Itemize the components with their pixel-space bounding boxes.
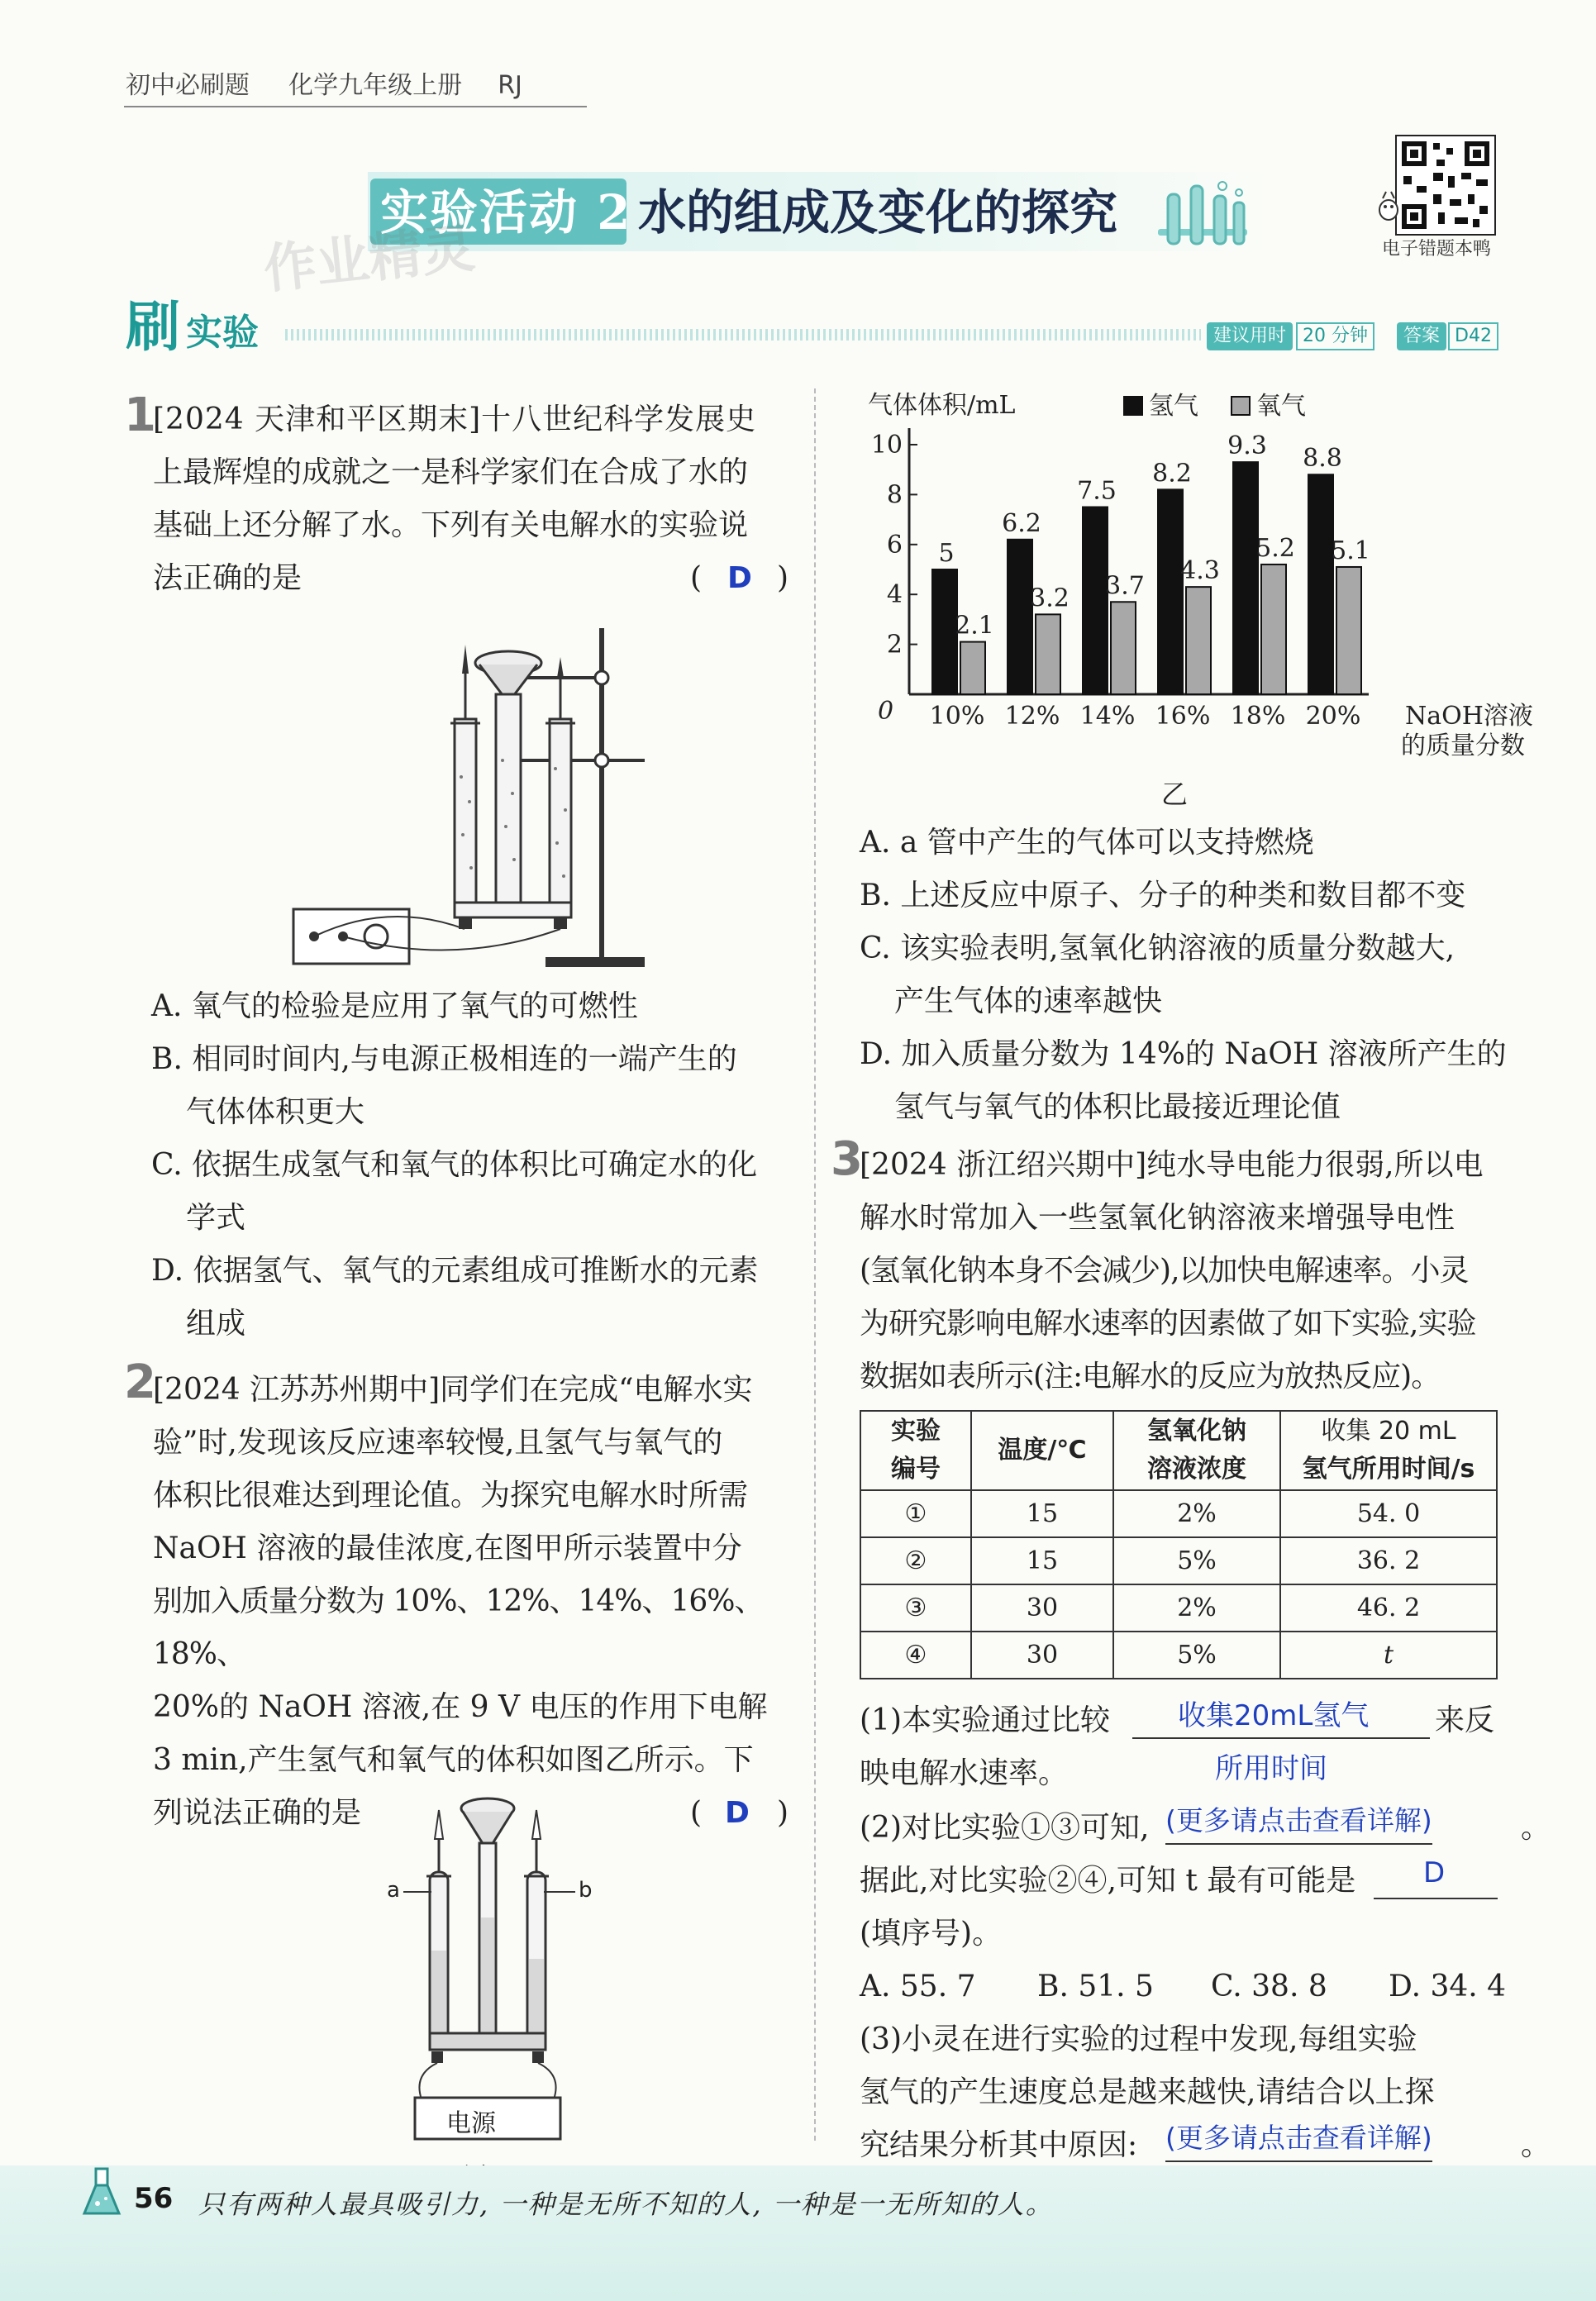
subject-name: 化学九年级上册 — [288, 71, 463, 100]
chart-caption: 乙 — [1161, 779, 1189, 810]
bar-hydrogen — [1308, 474, 1333, 694]
table-cell: ① — [860, 1490, 971, 1537]
data-label: 3.2 — [1030, 584, 1070, 613]
q3-choice-b[interactable]: B. 51. 5 — [1037, 1970, 1154, 2003]
bar-chart-svg — [860, 380, 1546, 769]
q3-p1-line2: 映电解水速率。 — [860, 1756, 1069, 1790]
q2-options — [860, 817, 1546, 1134]
data-label: 2.1 — [955, 611, 994, 641]
y-axis-label: 气体体积/mL — [868, 391, 1016, 420]
q3-data-table — [860, 1410, 1498, 1679]
data-label: 5.2 — [1255, 533, 1295, 563]
table-cell: ② — [860, 1537, 971, 1584]
q2-stem — [153, 1364, 806, 1840]
q3-line-3: (氢氧化钠本身不会减少),以加快电解速率。小灵 — [860, 1254, 1469, 1288]
data-label: 4.3 — [1180, 556, 1220, 586]
column-divider — [814, 388, 816, 2141]
y-tick-label: 2 — [886, 630, 903, 660]
x-tick-label: 14% — [1079, 702, 1136, 731]
page-number: 56 — [134, 2182, 174, 2215]
header-experiment-no: 实验 编号 — [860, 1411, 971, 1490]
q3-part3 — [860, 2013, 1554, 2172]
q2-label-b-leader — [544, 1891, 575, 1893]
header-rule — [124, 106, 587, 107]
bar-chart — [860, 380, 1546, 769]
q3-p3-line-2: 氢气的产生速度总是越来越快,请结合以上探 — [860, 2075, 1435, 2109]
table-row — [860, 1584, 1497, 1632]
section-badge: 刷 — [126, 294, 180, 359]
table-row — [860, 1537, 1497, 1584]
y-tick-label: 6 — [886, 530, 903, 560]
q2-option-b[interactable]: B. 上述反应中原子、分子的种类和数目都不变 — [860, 879, 1466, 912]
q3-number: 3 — [831, 1132, 863, 1186]
table-cell: 2% — [1113, 1584, 1280, 1632]
answer-label: 答案 — [1397, 322, 1446, 350]
table-cell: 30 — [971, 1632, 1113, 1679]
q1-option-a[interactable]: A. 氧气的检验是应用了氧气的可燃性 — [151, 989, 638, 1023]
book-name: 初中必刷题 — [126, 71, 250, 100]
table-cell: 36. 2 — [1280, 1537, 1497, 1584]
bar-oxygen — [960, 642, 985, 694]
legend-swatch-hydrogen — [1124, 397, 1142, 415]
table-row — [860, 1632, 1497, 1679]
q3-p3-line-1: (3)小灵在进行实验的过程中发现,每组实验 — [860, 2022, 1417, 2056]
y-tick-label: 8 — [886, 480, 903, 510]
bar-oxygen — [1036, 614, 1060, 694]
legend-swatch-oxygen — [1232, 397, 1250, 415]
q3-p3-prefix: 究结果分析其中原因: — [860, 2128, 1138, 2162]
q3-line-5: 数据如表所示(注:电解水的反应为放热反应)。 — [860, 1360, 1441, 1393]
q3-part2 — [860, 1802, 1554, 1960]
bar-oxygen — [1261, 565, 1286, 694]
table-cell: 46. 2 — [1280, 1584, 1497, 1632]
x-tick-label: 12% — [1004, 702, 1060, 731]
bar-hydrogen — [1158, 489, 1183, 694]
footer-quote: 只有两种人最具吸引力, 一种是无所不知的人, 一种是一无所知的人。 — [198, 2189, 1054, 2220]
q2-line-1: [2024 江苏苏州期中]同学们在完成“电解水实 — [153, 1373, 753, 1407]
y-tick-label: 4 — [886, 580, 903, 610]
q3-p2-line2-answer: D — [1423, 1856, 1446, 1889]
q2-option-c-cont: 产生气体的速率越快 — [894, 984, 1163, 1018]
section-label: 实验 — [186, 312, 259, 354]
bar-oxygen — [1111, 602, 1136, 694]
q3-p3-end: 。 — [1521, 2128, 1551, 2162]
q3-p2-answer[interactable]: (更多请点击查看详解) — [1165, 1798, 1432, 1845]
data-label: 8.2 — [1152, 459, 1192, 488]
x-tick-label: 20% — [1305, 702, 1361, 731]
bar-hydrogen — [932, 569, 957, 694]
q1-option-b[interactable]: B. 相同时间内,与电源正极相连的一端产生的 — [151, 1042, 737, 1076]
q1-answer: D — [727, 561, 752, 595]
x-tick-label: 18% — [1230, 702, 1286, 731]
data-label: 5 — [938, 539, 955, 568]
table-header-row — [860, 1411, 1497, 1490]
watermark: 作业精灵 — [260, 217, 478, 302]
q1-line-3: 基础上还分解了水。下列有关电解水的实验说 — [153, 508, 749, 542]
x-axis-label-line2: 的质量分数 — [1401, 731, 1525, 760]
q2-line-3: 体积比很难达到理论值。为探究电解水时所需 — [153, 1479, 749, 1513]
q1-number: 1 — [124, 388, 156, 442]
q1-option-b-cont: 气体体积更大 — [186, 1095, 365, 1129]
mascot-icon — [1376, 188, 1401, 222]
x-tick-label: 16% — [1155, 702, 1211, 731]
legend-label-hydrogen: 氢气 — [1149, 392, 1198, 421]
q2-answer: D — [725, 1796, 750, 1830]
time-label: 建议用时 — [1207, 322, 1293, 350]
header-naoh-concentration: 氢氧化钠 溶液浓度 — [1113, 1411, 1280, 1490]
data-label: 6.2 — [1002, 508, 1041, 538]
bar-hydrogen — [1233, 462, 1258, 694]
q3-p2-line2-prefix: 据此,对比实验②④,可知 t 最有可能是 — [860, 1864, 1356, 1898]
origin-label: 0 — [878, 697, 894, 726]
table-cell: 30 — [971, 1584, 1113, 1632]
q1-apparatus-figure — [289, 612, 661, 975]
q3-line-1: [2024 浙江绍兴期中]纯水导电能力很弱,所以电 — [860, 1148, 1484, 1182]
edition-label: RJ — [498, 71, 522, 100]
q3-p3-answer[interactable]: (更多请点击查看详解) — [1165, 2116, 1432, 2162]
legend-label-oxygen: 氧气 — [1256, 392, 1306, 421]
q3-choice-c[interactable]: C. 38. 8 — [1211, 1970, 1327, 2003]
section-divider — [285, 329, 1201, 341]
q2-option-a[interactable]: A. a 管中产生的气体可以支持燃烧 — [860, 826, 1314, 860]
qr-pattern-icon — [1397, 136, 1494, 234]
q1-line-2: 上最辉煌的成就之一是科学家们在合成了水的 — [153, 455, 749, 489]
q2-label-a-leader — [403, 1891, 431, 1893]
q2-number: 2 — [124, 1355, 156, 1409]
q2-label-a: a — [387, 1878, 400, 1903]
q3-p2-line3: (填序号)。 — [860, 1917, 1003, 1951]
qr-code[interactable] — [1395, 135, 1496, 236]
table-cell: 54. 0 — [1280, 1490, 1497, 1537]
q2-option-d[interactable]: D. 加入质量分数为 14%的 NaOH 溶液所产生的 — [860, 1037, 1507, 1071]
table-cell: ③ — [860, 1584, 971, 1632]
data-label: 5.1 — [1331, 536, 1370, 565]
qr-caption: 电子错题本鸭 — [1382, 239, 1492, 260]
q2-option-d-cont: 氢气与氧气的体积比最接近理论值 — [894, 1090, 1341, 1124]
q2-label-b: b — [579, 1878, 593, 1903]
q1-option-c-cont: 学式 — [186, 1201, 246, 1235]
x-axis-label-line1: NaOH溶液 — [1405, 702, 1533, 731]
q1-options — [151, 980, 804, 1351]
q3-line-4: 为研究影响电解水速率的因素做了如下实验,实验 — [860, 1307, 1476, 1341]
table-cell: t — [1280, 1632, 1497, 1679]
q3-p1-suffix: 来反 — [1435, 1703, 1495, 1737]
bar-oxygen — [1186, 587, 1211, 694]
q2-power-label: 电源 — [446, 2109, 496, 2138]
bar-hydrogen — [1083, 507, 1108, 695]
q3-stem — [860, 1139, 1554, 1403]
q3-choice-d[interactable]: D. 34. 4 — [1389, 1970, 1507, 2003]
q2-line-7: 3 min,产生氢气和氧气的体积如图乙所示。下 — [153, 1743, 754, 1777]
q2-line-4: NaOH 溶液的最佳浓度,在图甲所示装置中分 — [153, 1532, 742, 1565]
table-cell: 5% — [1113, 1632, 1280, 1679]
header-collect-time: 收集 20 mL 氢气所用时间/s — [1280, 1411, 1497, 1490]
q3-choice-a[interactable]: A. 55. 7 — [860, 1970, 976, 2003]
title-activity: 实验活动 2 — [380, 184, 632, 241]
q3-p1-answer-1: 收集20mL氢气 — [1178, 1699, 1370, 1732]
data-label: 3.7 — [1105, 571, 1145, 601]
q1-option-d[interactable]: D. 依据氢气、氧气的元素组成可推断水的元素 — [151, 1254, 759, 1288]
q1-line-4: 法正确的是 ( D ) — [153, 552, 798, 605]
q3-p2-end: 。 — [1521, 1811, 1551, 1845]
q1-option-d-cont: 组成 — [186, 1307, 246, 1341]
answer-page: D42 — [1448, 322, 1498, 350]
q2-line-8: 列说法正确的是 ( D ) — [153, 1787, 806, 1840]
table-cell: 5% — [1113, 1537, 1280, 1584]
header-temperature: 温度/℃ — [971, 1411, 1113, 1490]
q3-choices — [860, 1960, 1554, 2013]
test-tubes-icon — [1153, 178, 1252, 252]
table-cell: ④ — [860, 1632, 971, 1679]
table-row — [860, 1490, 1497, 1537]
data-label: 8.8 — [1303, 444, 1342, 474]
bar-hydrogen — [1008, 540, 1032, 694]
q1-option-c[interactable]: C. 依据生成氢气和氧气的体积比可确定水的化 — [151, 1148, 758, 1182]
q1-stem — [153, 393, 798, 605]
q2-line-2: 验”时,发现该反应速率较慢,且氢气与氧气的 — [153, 1426, 723, 1460]
flask-icon — [81, 2165, 122, 2218]
y-tick-label: 10 — [870, 431, 903, 460]
running-header — [126, 64, 522, 101]
q2-option-c[interactable]: C. 该实验表明,氢氧化钠溶液的质量分数越大, — [860, 931, 1455, 965]
data-label: 7.5 — [1077, 476, 1117, 506]
q3-p1-prefix: (1)本实验通过比较 — [860, 1703, 1110, 1737]
table-cell: 15 — [971, 1490, 1113, 1537]
q2-apparatus-figure — [364, 1794, 612, 2149]
q2-line-6: 20%的 NaOH 溶液,在 9 V 电压的作用下电解 — [153, 1690, 768, 1724]
table-cell: 15 — [971, 1537, 1113, 1584]
q3-p1-answer-2: 所用时间 — [1215, 1752, 1327, 1785]
table-cell: 2% — [1113, 1490, 1280, 1537]
q3-p2-prefix: (2)对比实验①③可知, — [860, 1811, 1150, 1845]
x-tick-label: 10% — [929, 702, 985, 731]
bar-oxygen — [1336, 567, 1361, 694]
q1-line-1: [2024 天津和平区期末]十八世纪科学发展史 — [153, 403, 757, 436]
q2-line-5: 别加入质量分数为 10%、12%、14%、16%、18%、 — [153, 1584, 764, 1671]
q3-line-2: 解水时常加入一些氢氧化钠溶液来增强导电性 — [860, 1201, 1455, 1235]
title-topic: 水的组成及变化的探究 — [638, 184, 1118, 241]
time-value: 20 分钟 — [1296, 322, 1374, 350]
q3-part1 — [860, 1694, 1554, 1800]
data-label: 9.3 — [1227, 431, 1267, 461]
